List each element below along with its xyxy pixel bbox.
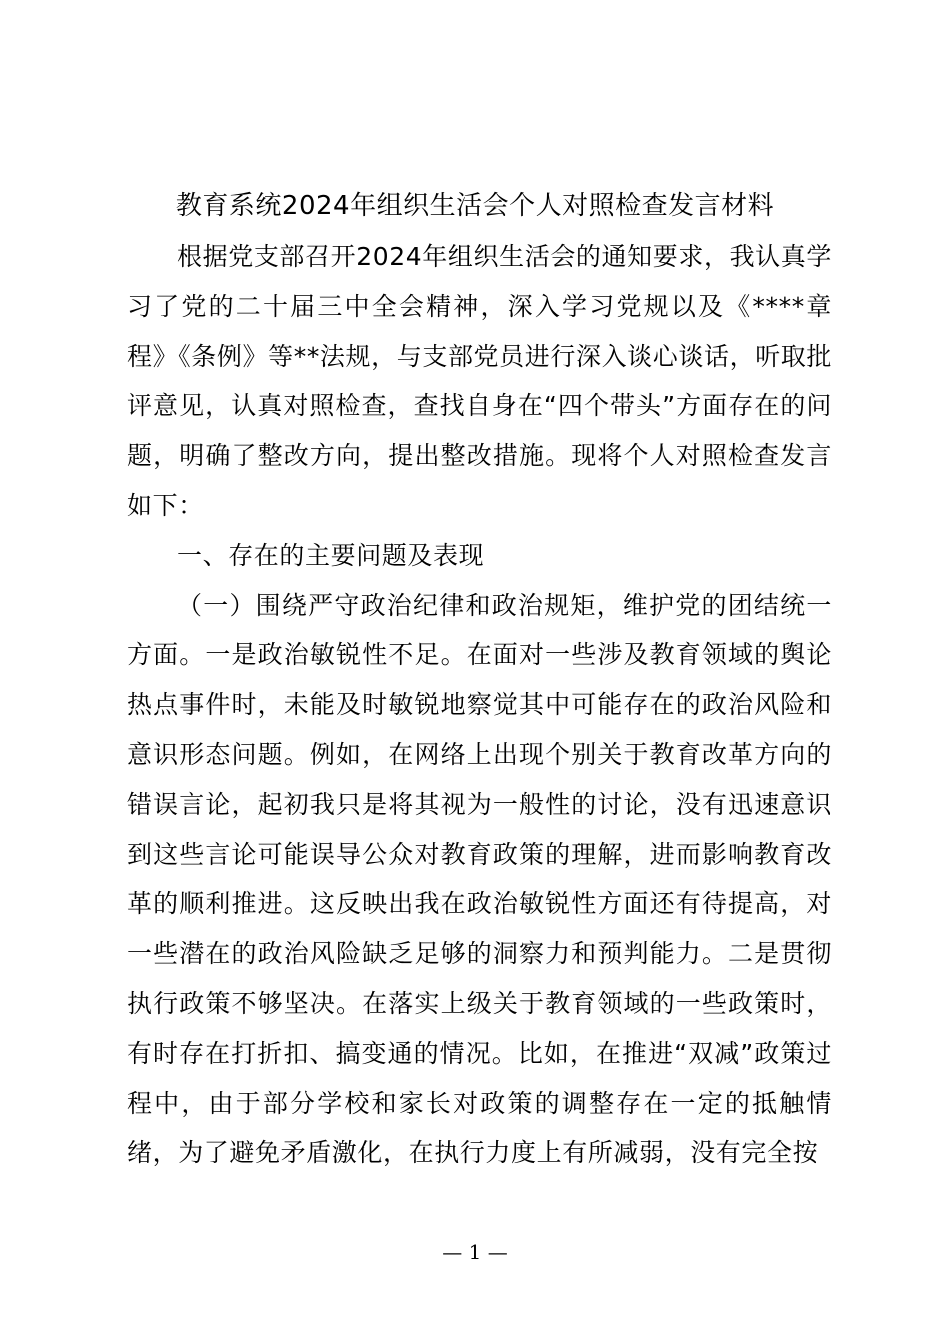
intro-paragraph: 根据党支部召开2024年组织生活会的通知要求，我认真学习了党的二十届三中全会精神，深入学习党规以及《****章程》《条例》等**法规，与支部党员进行深入谈心谈话，听取批评意见，认真对照检查，查找自身在“四个带头”方面存在的问题，明确了整改方向，提出整改措施。现将个人对照检查发言如下： — [127, 242, 832, 520]
body-paragraph: （一）围绕严守政治纪律和政治规矩，维护党的团结统一方面。一是政治敏锐性不足。在面对一些涉及教育领域的舆论热点事件时，未能及时敏锐地察觉其中可能存在的政治风险和意识形态问题。例如，在网络上出现个别关于教育改革方向的错误言论，起初我只是将其视为一般性的讨论，没有迅速意识到这些言论可能误导公众对教育政策的理解，进而影响教育改革的顺利推进。这反映出我在政治敏锐性方面还有待提高，对一些潜在的政治风险缺乏足够的洞察力和预判能力。二是贯彻执行政策不够坚决。在落实上级关于教育领域的一些政策时，有时存在打折扣、搞变通的情况。比如，在推进“双减”政策过程中，由于部分学校和家长对政策的调整存在一定的抵触情绪，为了避免矛盾激化，在执行力度上有所减弱，没有完全按 — [127, 590, 832, 1168]
document-title: 教育系统2024年组织生活会个人对照检查发言材料 — [175, 191, 775, 221]
document-body — [127, 232, 832, 1178]
section-heading: 一、存在的主要问题及表现 — [177, 540, 485, 570]
page-number: — 1 — — [442, 1240, 508, 1264]
